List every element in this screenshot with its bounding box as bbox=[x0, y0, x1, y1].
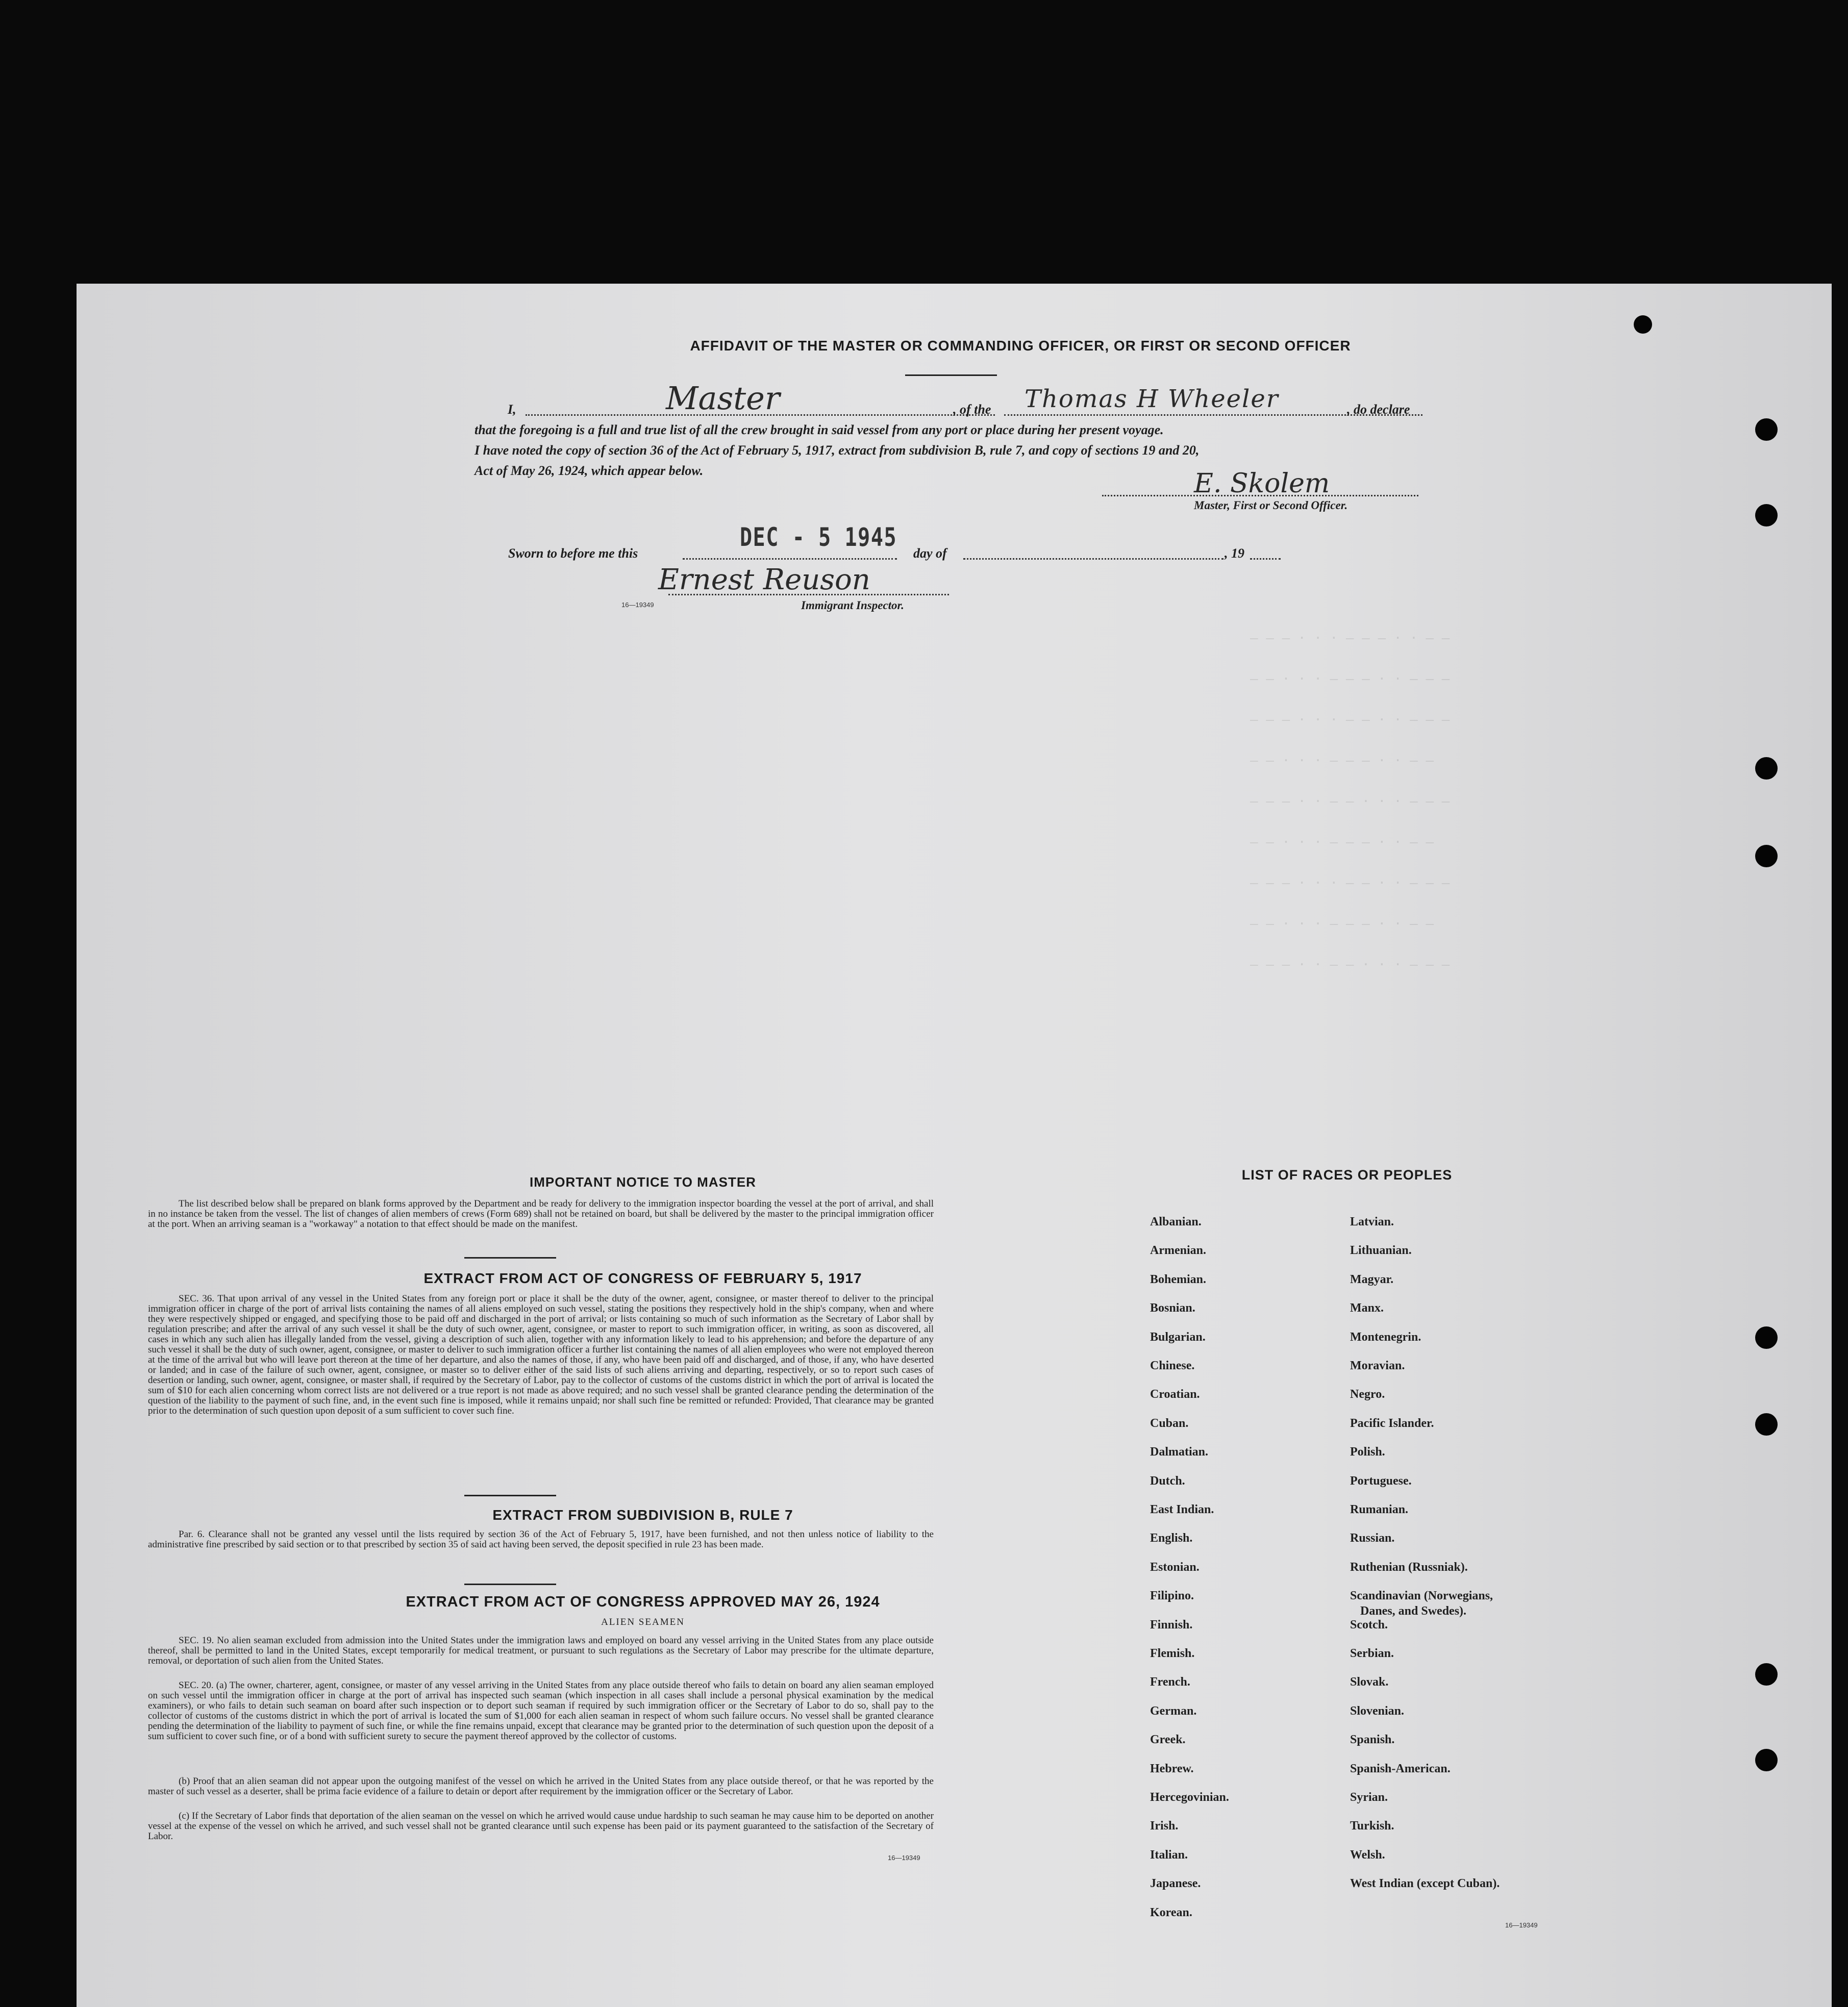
race-item: English. bbox=[1150, 1532, 1193, 1545]
document-page bbox=[77, 284, 1832, 2007]
sec-20c-text: (c) If the Secretary of Labor finds that deportation of the alien seaman on the vessel on which he arrived would cause undue hardship to such seaman he may cause him to be deported on another vessel at the expense of the vessel on which he arrived, and such vessel shall not be granted clearance until such expense has been paid or its payment guaranteed to the satisfaction of the Secretary of Labor. bbox=[148, 1811, 934, 1842]
race-item: Latvian. bbox=[1350, 1215, 1394, 1228]
form-number: 16—19349 bbox=[888, 1854, 920, 1862]
bleed-through-marks: — — · · · — — — · · — — bbox=[1250, 835, 1434, 850]
race-item: Korean. bbox=[1150, 1905, 1192, 1919]
punch-hole bbox=[1755, 1413, 1778, 1436]
date-stamp: DEC - 5 1945 bbox=[740, 522, 897, 552]
notice-title: IMPORTANT NOTICE TO MASTER bbox=[530, 1174, 756, 1190]
punch-hole bbox=[1755, 1326, 1778, 1349]
punch-hole bbox=[1634, 315, 1652, 334]
race-item: Dutch. bbox=[1150, 1474, 1185, 1488]
inspector-signature: Ernest Reuson bbox=[658, 563, 870, 596]
race-item: French. bbox=[1150, 1675, 1190, 1689]
race-item: Syrian. bbox=[1350, 1791, 1388, 1804]
bleed-through-marks: — — · · · — — — · · — — bbox=[1250, 916, 1434, 932]
race-item: Bosnian. bbox=[1150, 1301, 1195, 1315]
form-number: 16—19349 bbox=[621, 601, 654, 609]
signature-label: Master, First or Second Officer. bbox=[1194, 499, 1348, 512]
race-item: Slovenian. bbox=[1350, 1704, 1405, 1718]
race-item: Greek. bbox=[1150, 1733, 1186, 1747]
race-item: Bohemian. bbox=[1150, 1272, 1207, 1286]
race-item: Portuguese. bbox=[1350, 1474, 1412, 1488]
race-item: Spanish-American. bbox=[1350, 1762, 1451, 1775]
sec-20a-text: SEC. 20. (a) The owner, charterer, agent, consignee, or master of any vessel arriving in the United States from any place outside thereof who fails to detain on board any alien seaman employed on such vessel until the immigration officer in charge at the port of arrival has inspected such seaman (which inspection in all cases shall include a personal physical examination by the medical examiners), or who fails to detain such seaman on board after such inspection or to deport such seaman if required by such immigration officer or the Secretary of Labor to do so, shall pay to the collector of customs of the customs district in which the port of arrival is located the sum of $1,000 for each alien seaman in respect of whom such failure occurs. No vessel shall be granted clearance pending the determination of the liability to payment of such fine, or while the fine remains unpaid, except that clearance may be granted prior to the determination of such question upon the deposit of a sum sufficient to cover such fine, or of a bond with sufficient surety to secure the payment thereof approved by the collector of customs. bbox=[148, 1680, 934, 1742]
form-number: 16—19349 bbox=[1505, 1921, 1538, 1929]
race-item: Croatian. bbox=[1150, 1388, 1200, 1401]
race-item: Estonian. bbox=[1150, 1560, 1200, 1574]
race-item: Magyar. bbox=[1350, 1272, 1394, 1286]
month-line bbox=[963, 558, 1223, 560]
section-rule bbox=[464, 1584, 556, 1585]
extract-1917-text: SEC. 36. That upon arrival of any vessel in the United States from any foreign port or place it shall be the duty of the owner, agent, consignee, or master thereof to deliver to the principal immigration officer in charge of the port of arrival lists containing the names of all aliens employed on such vessel, stating the positions they respectively hold in the ship's company, when and where they were respectively shipped or engaged, and specifying those to be paid off and discharged in the port of arrival; or lists containing so much of such information as the Secretary of Labor shall by regulation prescribe; and after the arrival of any such vessel it shall be the duty of such owner, agent, consignee, or master to report to such immigration officer, in writing, as soon as discovered, all cases in which any such alien has illegally landed from the vessel, giving a description of such alien, together with any information likely to lead to his apprehension; and before the departure of any such vessel it shall be the duty of such owner, agent, consignee, or master to deliver to such immigration officer a further list containing the names of all alien employees who were not employed thereon at the time of the arrival but who will leave port thereon at the time of her departure, and also the names of those, if any, who have been paid off and discharged, and of those, if any, who have deserted or landed; and in case of the failure of such owner, agent, consignee, or master so to deliver either of the said lists of such aliens arriving and departing, respectively, or so to report such cases of desertion or landing, such owner, agent, consignee, or master shall, if required by the Secretary of Labor, pay to the collector of customs of the customs district in which the port of arrival is located the sum of $10 for each alien concerning whom correct lists are not delivered or a true report is not made as above required; and no such vessel shall be granted clearance pending the determination of the question of the liability to the payment of such fine, and, in the event such fine is imposed, while it remains unpaid; nor shall such fine be remitted or refunded: Provided, That clearance may be granted prior to the determination of such question upon deposit of a sum sufficient to cover such fine. bbox=[148, 1293, 934, 1416]
punch-hole bbox=[1755, 1663, 1778, 1686]
race-item: Manx. bbox=[1350, 1301, 1384, 1315]
extract-1924-title: EXTRACT FROM ACT OF CONGRESS APPROVED MAY 26, 1924 bbox=[406, 1594, 880, 1610]
inspector-label: Immigrant Inspector. bbox=[801, 599, 904, 612]
punch-hole bbox=[1755, 504, 1778, 526]
race-item: Lithuanian. bbox=[1350, 1244, 1412, 1258]
of-the-label: , of the bbox=[953, 402, 991, 417]
race-item: Pacific Islander. bbox=[1350, 1416, 1434, 1430]
race-item: Italian. bbox=[1150, 1848, 1188, 1862]
vessel-handwritten: Thomas H Wheeler bbox=[1025, 385, 1279, 413]
punch-hole bbox=[1755, 757, 1778, 780]
race-item: Serbian. bbox=[1350, 1647, 1394, 1660]
punch-hole bbox=[1755, 1749, 1778, 1771]
race-item: Turkish. bbox=[1350, 1819, 1394, 1833]
race-item: Hebrew. bbox=[1150, 1762, 1194, 1775]
races-title: LIST OF RACES OR PEOPLES bbox=[1241, 1167, 1453, 1183]
sworn-day-line bbox=[683, 558, 897, 560]
bleed-through-marks: — — · · · — — — · · — — — bbox=[1250, 671, 1450, 687]
do-declare-label: , do declare bbox=[1347, 402, 1410, 417]
race-item: Russian. bbox=[1350, 1532, 1395, 1545]
punch-hole bbox=[1755, 418, 1778, 441]
alien-seamen-subtitle: ALIEN SEAMEN bbox=[601, 1617, 685, 1627]
extract-rule7-text: Par. 6. Clearance shall not be granted any vessel until the lists required by section 36 of the Act of February 5, 1917, have been furnished, and not then unless notice of liability to the administrative fine prescribed by said section or to that prescribed by section 35 of said act having been served, the deposit specified in rule 23 has been made. bbox=[148, 1529, 934, 1550]
race-item: Scotch. bbox=[1350, 1618, 1388, 1632]
race-item: Flemish. bbox=[1150, 1647, 1195, 1660]
race-item: Polish. bbox=[1350, 1445, 1385, 1459]
race-item: Japanese. bbox=[1150, 1877, 1201, 1891]
rank-handwritten: Master bbox=[666, 380, 780, 417]
extract-rule7-title: EXTRACT FROM SUBDIVISION B, RULE 7 bbox=[492, 1507, 793, 1523]
race-item: Armenian. bbox=[1150, 1244, 1206, 1258]
bleed-through-marks: — — · · · — — — · · — — bbox=[1250, 753, 1434, 768]
signature-line bbox=[1102, 495, 1418, 496]
sec-20b-text: (b) Proof that an alien seaman did not appear upon the outgoing manifest of the vessel on which he arrived in the United States from any place outside thereof, or that he was reported by the master of such vessel as a deserter, shall be prima facie evidence of a failure to detain or deport after requirement by the immigration officer or the Secretary of Labor. bbox=[148, 1776, 934, 1797]
bleed-through-marks: — — — · · — — · · · — — — bbox=[1250, 794, 1450, 809]
bleed-through-marks: — — — · · — — · · · — — — bbox=[1250, 957, 1450, 972]
inspector-line bbox=[668, 594, 949, 595]
race-item: Dalmatian. bbox=[1150, 1445, 1208, 1459]
race-item: Danes, and Swedes). bbox=[1360, 1604, 1467, 1618]
bleed-through-marks: — — — · · · — — · · — — — bbox=[1250, 875, 1450, 891]
bleed-through-marks: — — — · · · — — · · — — — bbox=[1250, 712, 1450, 727]
race-item: Chinese. bbox=[1150, 1359, 1195, 1372]
race-item: Montenegrin. bbox=[1350, 1330, 1421, 1344]
race-item: West Indian (except Cuban). bbox=[1350, 1877, 1500, 1891]
year-line bbox=[1250, 558, 1281, 560]
race-item: Irish. bbox=[1150, 1819, 1179, 1833]
year-label: , 19 bbox=[1225, 546, 1244, 561]
race-item: Filipino. bbox=[1150, 1589, 1194, 1603]
race-item: Scandinavian (Norwegians, bbox=[1350, 1589, 1493, 1603]
section-rule bbox=[464, 1495, 556, 1496]
sec-19-text: SEC. 19. No alien seaman excluded from admission into the United States under the immigration laws and employed on board any vessel arriving in the United States from any place outside thereof, shall be permitted to land in the United States, except temporarily for medical treatment, or pursuant to such regulations as the Secretary of Labor may prescribe for the ultimate departure, removal, or deportation of such alien from the United States. bbox=[148, 1635, 934, 1666]
race-item: East Indian. bbox=[1150, 1503, 1214, 1516]
affidavit-line-4: Act of May 26, 1924, which appear below. bbox=[475, 463, 704, 478]
extract-1917-title: EXTRACT FROM ACT OF CONGRESS OF FEBRUARY 5, 1917 bbox=[423, 1270, 862, 1286]
punch-hole bbox=[1755, 845, 1778, 867]
race-item: Spanish. bbox=[1350, 1733, 1395, 1747]
race-item: Albanian. bbox=[1150, 1215, 1202, 1228]
bleed-through-marks: — — — · · · — — — · · — — bbox=[1250, 631, 1450, 646]
affidavit-line-2: that the foregoing is a full and true list of all the crew brought in said vessel from any port or place during her present voyage. bbox=[475, 422, 1164, 437]
race-item: Rumanian. bbox=[1350, 1503, 1409, 1516]
race-item: Ruthenian (Russniak). bbox=[1350, 1560, 1468, 1574]
race-item: Moravian. bbox=[1350, 1359, 1405, 1372]
race-item: German. bbox=[1150, 1704, 1197, 1718]
sworn-label: Sworn to before me this bbox=[508, 546, 638, 561]
race-item: Negro. bbox=[1350, 1388, 1385, 1401]
race-item: Cuban. bbox=[1150, 1416, 1189, 1430]
race-item: Hercegovinian. bbox=[1150, 1791, 1229, 1804]
race-item: Slovak. bbox=[1350, 1675, 1389, 1689]
day-of-label: day of bbox=[913, 546, 947, 561]
i-label: I, bbox=[508, 402, 516, 417]
title-rule bbox=[905, 374, 997, 376]
notice-text: The list described below shall be prepared on blank forms approved by the Department and be ready for delivery to the immigration inspector boarding the vessel at the port of arrival, and shall in no instance be taken from the vessel. The list of changes of alien members of crews (Form 689) shall not be retained on board, but shall be delivered by the master to the principal immigration officer at the port. When an arriving seaman is a "workaway" a notation to that effect should be made on the manifest. bbox=[148, 1198, 934, 1230]
race-item: Finnish. bbox=[1150, 1618, 1193, 1632]
affidavit-title: AFFIDAVIT OF THE MASTER OR COMMANDING OFFICER, OR FIRST OR SECOND OFFICER bbox=[690, 338, 1351, 354]
race-item: Bulgarian. bbox=[1150, 1330, 1206, 1344]
race-item: Welsh. bbox=[1350, 1848, 1385, 1862]
master-signature: E. Skolem bbox=[1194, 468, 1330, 499]
affidavit-line-3: I have noted the copy of section 36 of the Act of February 5, 1917, extract from subdivision B, rule 7, and copy of sections 19 and 20, bbox=[475, 443, 1200, 458]
section-rule bbox=[464, 1257, 556, 1259]
